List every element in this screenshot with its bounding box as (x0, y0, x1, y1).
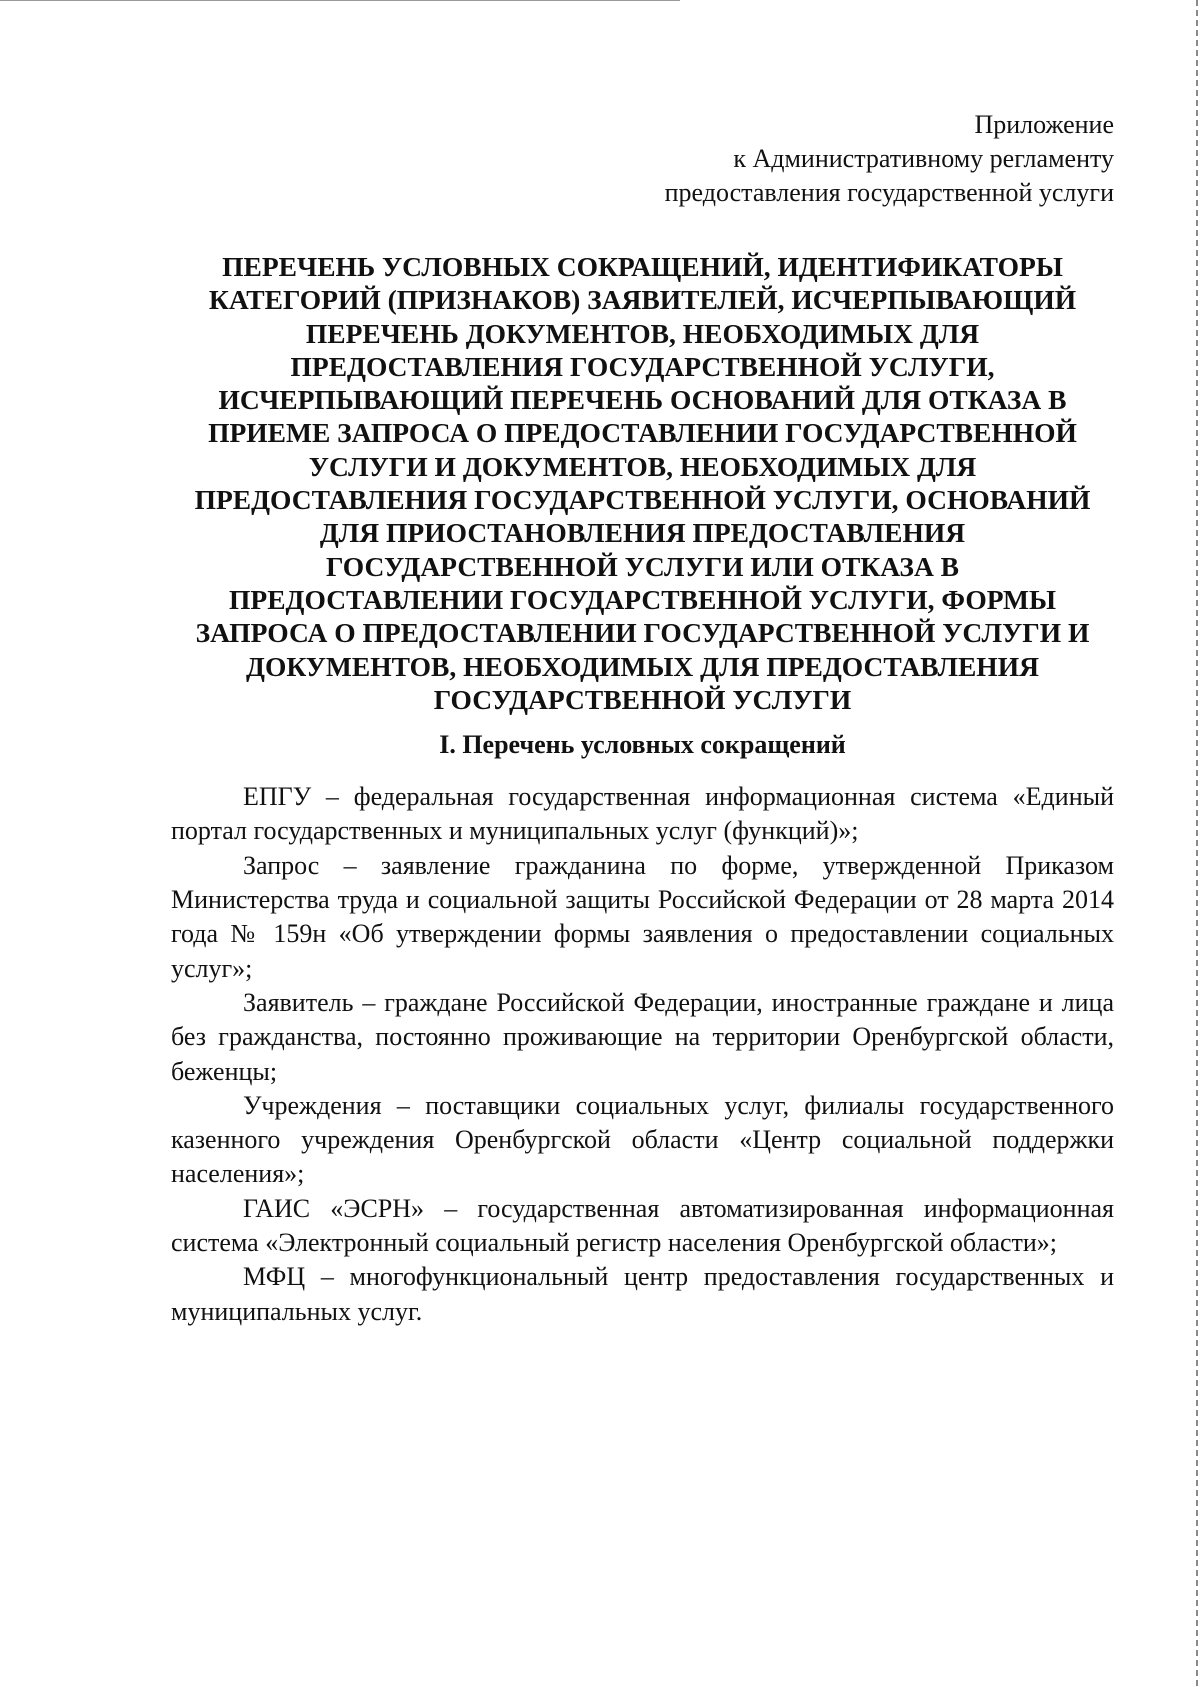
document-title: ПЕРЕЧЕНЬ УСЛОВНЫХ СОКРАЩЕНИЙ, ИДЕНТИФИКАТОРЫ КАТЕГОРИЙ (ПРИЗНАКОВ) ЗАЯВИТЕЛЕЙ, ИСЧЕРПЫВАЮЩИЙ ПЕРЕЧЕНЬ ДОКУМЕНТОВ, НЕОБХОДИМЫХ ДЛЯ ПРЕДОСТАВЛЕНИЯ ГОСУДАРСТВЕННОЙ УСЛУГИ, ИСЧЕРПЫВАЮЩИЙ ПЕРЕЧЕНЬ ОСНОВАНИЙ ДЛЯ ОТКАЗА В ПРИЕМЕ ЗАПРОСА О ПРЕДОСТАВЛЕНИИ ГОСУДАРСТВЕННОЙ УСЛУГИ И ДОКУМЕНТОВ, НЕОБХОДИМЫХ ДЛЯ ПРЕДОСТАВЛЕНИЯ ГОСУДАРСТВЕННОЙ УСЛУГИ, ОСНОВАНИЙ ДЛЯ ПРИОСТАНОВЛЕНИЯ ПРЕДОСТАВЛЕНИЯ ГОСУДАРСТВЕННОЙ УСЛУГИ ИЛИ ОТКАЗА В ПРЕДОСТАВЛЕНИИ ГОСУДАРСТВЕННОЙ УСЛУГИ, ФОРМЫ ЗАПРОСА О ПРЕДОСТАВЛЕНИИ ГОСУДАРСТВЕННОЙ УСЛУГИ И ДОКУМЕНТОВ, НЕОБХОДИМЫХ ДЛЯ ПРЕДОСТАВЛЕНИЯ ГОСУДАРСТВЕННОЙ УСЛУГИ (194, 251, 1091, 715)
section-heading: I. Перечень условных сокращений (439, 730, 846, 760)
appendix-line-1: Приложение (974, 110, 1114, 139)
definitions-list (171, 780, 1114, 1329)
appendix-line-2: к Административному регламенту (733, 144, 1114, 173)
definition-paragraph: МФЦ – многофункциональный центр предоставления государственных и муниципальных услуг. (171, 1262, 1114, 1326)
appendix-header (171, 108, 1114, 210)
definition-paragraph: Заявитель – граждане Российской Федерации, иностранные граждане и лица без гражданства, постоянно проживающие на территории Оренбургской области, беженцы; (171, 987, 1114, 1086)
definition-paragraph: ГАИС «ЭСРН» – государственная автоматизированная информационная система «Электронный социальный регистр населения Оренбургской области»; (171, 1193, 1114, 1258)
document-page (171, 108, 1114, 1329)
definition-paragraph: Учреждения – поставщики социальных услуг, филиалы государственного казенного учреждения Оренбургской области «Центр социальной поддержки населения»; (171, 1090, 1114, 1189)
scan-edge-right (1196, 0, 1198, 1687)
definition-paragraph: ЕПГУ – федеральная государственная информационная система «Единый портал государственных и муниципальных услуг (функций)»; (171, 782, 1114, 846)
appendix-line-3: предоставления государственной услуги (664, 178, 1114, 207)
definition-paragraph: Запрос – заявление гражданина по форме, утвержденной Приказом Министерства труда и социальной защиты Российской Федерации от 28 марта 2014 года № 159н «Об утверждении формы заявления о предоставлении социальных услуг»; (171, 850, 1114, 983)
scan-edge-top (0, 0, 680, 1)
